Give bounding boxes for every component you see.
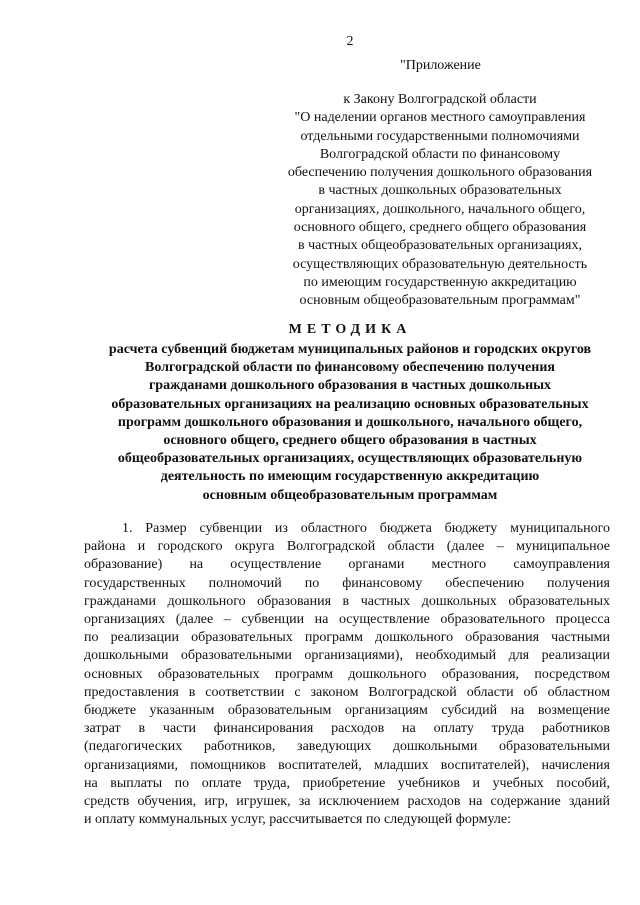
subtitle-line: общеобразовательных организациях, осуществляющих образовательную	[117, 451, 583, 467]
annex-line: осуществляющих образовательную деятельность	[292, 256, 588, 272]
annex-line: к Закону Волгоградской области	[343, 92, 537, 107]
paragraph-line: дошкольными образовательными организациями), необходимый для реализации	[84, 648, 610, 664]
paragraph-line: средств обучения, игр, игрушек, за исключением расходов на содержание зданий	[84, 794, 610, 810]
subtitle-line: образовательных организациях на реализацию основных образовательных	[111, 396, 589, 412]
annex-line: по имеющим государственную аккредитацию	[303, 274, 577, 290]
annex-line: обеспечению получения дошкольного образования	[287, 165, 593, 181]
paragraph-line: бюджете указанным образовательным организациям субсидий на возмещение	[84, 703, 610, 719]
annex-line: организациях, дошкольного, начального общего,	[294, 201, 586, 217]
page-number: 2	[346, 34, 354, 49]
document-title: МЕТОДИКА	[288, 322, 412, 337]
paragraph-line: (педагогических работников, заведующих дошкольными образовательными	[84, 739, 610, 755]
appendix-label: "Приложение	[400, 58, 481, 73]
paragraph-line: по реализации образовательных программ дошкольного образования частными	[84, 630, 610, 646]
paragraph-line: затрат в части финансирования расходов на оплату труда работников	[84, 721, 610, 737]
paragraph-line: и оплату коммунальных услуг, рассчитывается по следующей формуле:	[84, 812, 511, 828]
subtitle-line: Волгоградской области по финансовому обеспечению получения	[145, 360, 555, 376]
paragraph-line: района и городского округа Волгоградской области (далее – муниципальное	[84, 539, 610, 555]
paragraph-line: 1. Размер субвенции из областного бюджета бюджету муниципального	[122, 521, 610, 536]
paragraph-line: государственных полномочий по финансовому обеспечению получения	[84, 575, 610, 591]
document-subtitle	[0, 341, 640, 505]
subtitle-line: гражданами дошкольного образования в частных дошкольных	[148, 378, 552, 394]
subtitle-line: деятельность по имеющим государственную аккредитацию	[160, 469, 540, 485]
paragraph-line: образование) на осуществление органами местного самоуправления	[84, 557, 610, 573]
annex-line: основным общеобразовательным программам"	[299, 293, 581, 309]
paragraph-line: организациями, помощников воспитателей, младших воспитателей), начисления	[84, 757, 610, 773]
annex-line: в частных общеобразовательных организациях,	[298, 238, 582, 254]
subtitle-line: расчета субвенций бюджетам муниципальных районов и городских округов	[108, 342, 592, 357]
body-paragraph	[84, 520, 610, 829]
annex-line: основного общего, среднего общего образования	[293, 220, 587, 236]
subtitle-line: основного общего, среднего общего образования в частных	[163, 433, 537, 449]
annex-line: отдельными государственными полномочиями	[300, 128, 580, 144]
paragraph-line: предоставления в соответствии с законом Волгоградской области об областном	[84, 684, 610, 700]
paragraph-line: организациях (далее – субвенции на осуществление образовательного процесса	[84, 612, 610, 628]
paragraph-line: гражданами дошкольного образования в частных дошкольных образовательных	[84, 593, 610, 609]
subtitle-line: основным общеобразовательным программам	[202, 487, 498, 503]
annex-line: Волгоградской области по финансовому	[319, 146, 561, 162]
paragraph-line: основных образовательных программ дошкольного образования, посредством	[84, 666, 610, 682]
annex-line: "О наделении органов местного самоуправления	[294, 110, 586, 126]
annex-line: в частных дошкольных образовательных	[318, 183, 562, 199]
subtitle-line: программ дошкольного образования и дошкольного, начального общего,	[117, 414, 583, 430]
paragraph-line: на выплаты по оплате труда, приобретение учебников и учебных пособий,	[84, 775, 610, 791]
annex-reference-block	[260, 91, 620, 311]
